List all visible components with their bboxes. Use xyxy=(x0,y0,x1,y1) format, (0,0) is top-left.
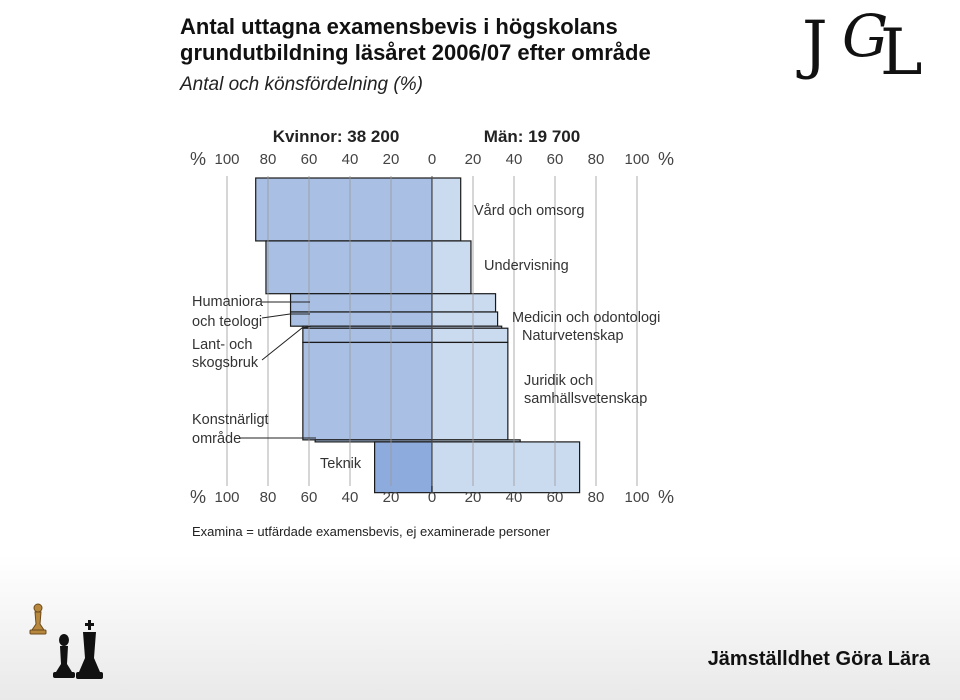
top-tick-label: 80 xyxy=(259,151,277,168)
chart-footnote: Examina = utfärdade examensbevis, ej examinerade personer xyxy=(192,524,551,539)
bottom-tick-label: 20 xyxy=(464,489,482,506)
bar-women-juridik-och-samhallsvetenskap xyxy=(303,342,432,439)
category-label-juridik-och-samhallsvetenskap: Juridik och xyxy=(524,373,594,389)
percent-sign-right: % xyxy=(657,149,675,169)
category-label-humaniora-och-teologi: och teologi xyxy=(192,314,263,330)
category-label-humaniora-och-teologi: Humaniora xyxy=(192,294,263,310)
category-label-teknik: Teknik xyxy=(320,456,362,472)
bottom-tick-label: 60 xyxy=(300,489,318,506)
bottom-tick-label: 40 xyxy=(341,489,359,506)
jgl-logo: J G L xyxy=(802,2,923,90)
percent-sign-left: % xyxy=(189,487,207,507)
bottom-tick-label: 100 xyxy=(624,489,650,506)
bar-men-naturvetenskap xyxy=(432,328,508,342)
category-label-medicin-och-odontologi: Medicin och odontologi xyxy=(512,310,661,326)
percent-sign-right: % xyxy=(657,487,675,507)
category-label-vard-och-omsorg: Vård och omsorg xyxy=(474,203,585,219)
bar-men-vard-och-omsorg xyxy=(432,178,461,241)
bottom-tick-label: 60 xyxy=(546,489,564,506)
category-label-konstnarligt-omrade: område xyxy=(192,431,242,447)
category-label-lant-och-skogsbruk: skogsbruk xyxy=(192,355,259,371)
category-label-undervisning: Undervisning xyxy=(484,258,569,274)
bar-men-undervisning xyxy=(432,241,471,294)
bar-women-naturvetenskap xyxy=(303,328,432,342)
category-label-lant-och-skogsbruk: Lant- och xyxy=(192,337,253,353)
top-tick-label: 60 xyxy=(300,151,318,168)
title-line-2: grundutbildning läsåret 2006/07 efter område xyxy=(180,40,651,65)
bar-men-juridik-och-samhallsvetenskap xyxy=(432,342,508,439)
top-tick-label: 100 xyxy=(214,151,240,168)
top-tick-label: 0 xyxy=(427,151,437,168)
bottom-tick-label: 0 xyxy=(427,489,437,506)
bar-women-vard-och-omsorg xyxy=(256,178,432,241)
category-label-naturvetenskap: Naturvetenskap xyxy=(522,328,624,344)
chess-pieces-icon xyxy=(26,598,116,688)
page-subtitle: Antal och könsfördelning (%) xyxy=(180,74,423,95)
top-tick-label: 80 xyxy=(587,151,605,168)
bottom-tick-label: 20 xyxy=(382,489,400,506)
top-tick-label: 40 xyxy=(341,151,359,168)
top-tick-label: 20 xyxy=(464,151,482,168)
brand-name: Jämställdhet Göra Lära xyxy=(707,648,930,670)
men-total-label: Män: 19 700 xyxy=(483,127,581,146)
bar-women-humaniora-och-teologi xyxy=(291,294,432,312)
bottom-tick-label: 80 xyxy=(259,489,277,506)
bar-men-humaniora-och-teologi xyxy=(432,294,496,312)
bar-men-medicin-och-odontologi xyxy=(432,312,498,326)
title-line-1: Antal uttagna examensbevis i högskolans xyxy=(180,14,618,39)
category-label-konstnarligt-omrade: Konstnärligt xyxy=(192,412,269,428)
bottom-tick-label: 100 xyxy=(214,489,240,506)
bottom-tick-label: 80 xyxy=(587,489,605,506)
top-tick-label: 60 xyxy=(546,151,564,168)
category-label-juridik-och-samhallsvetenskap: samhällsvetenskap xyxy=(524,391,648,407)
top-tick-label: 20 xyxy=(382,151,400,168)
bar-women-teknik xyxy=(375,442,432,493)
percent-sign-left: % xyxy=(189,149,207,169)
bar-men-teknik xyxy=(432,442,580,493)
bar-women-undervisning xyxy=(266,241,432,294)
women-total-label: Kvinnor: 38 200 xyxy=(272,127,400,146)
top-tick-label: 40 xyxy=(505,151,523,168)
top-tick-label: 100 xyxy=(624,151,650,168)
bottom-tick-label: 40 xyxy=(505,489,523,506)
bar-women-medicin-och-odontologi xyxy=(291,312,432,326)
